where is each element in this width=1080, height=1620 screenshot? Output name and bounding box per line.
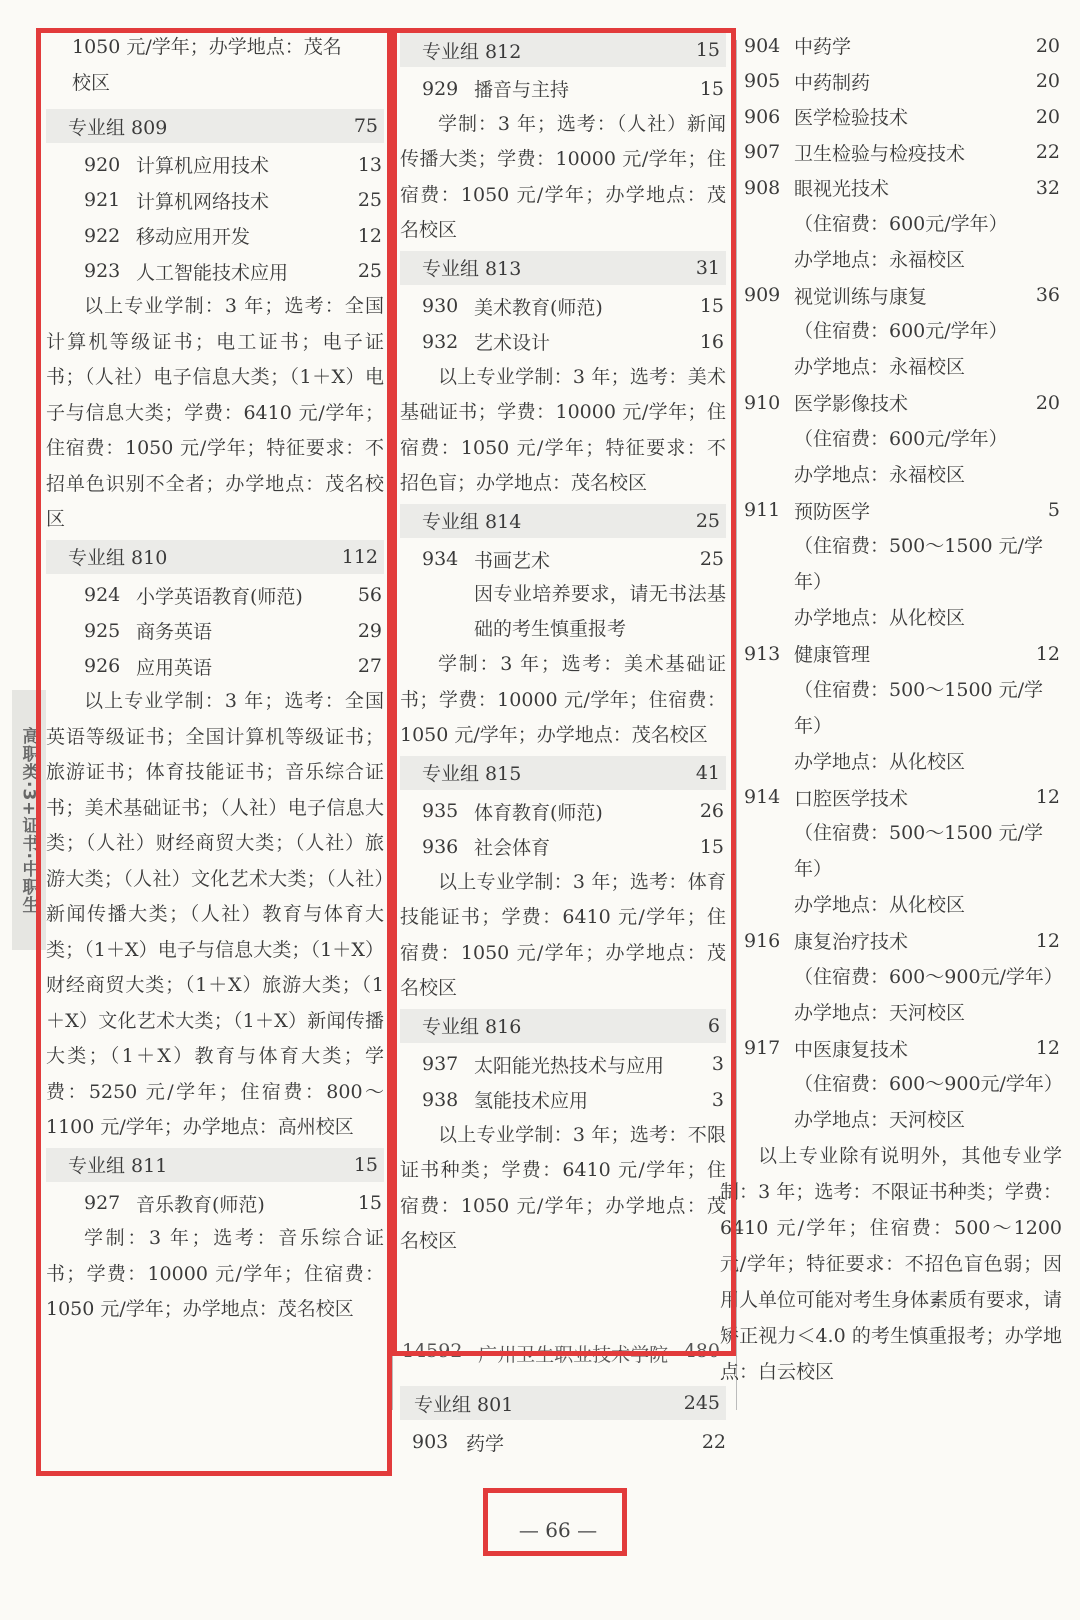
major-name: 医学检验技术: [794, 107, 909, 130]
group-label: 专业组 815: [422, 763, 522, 785]
major-detail: （住宿费：600元/学年）: [794, 427, 1008, 450]
major-quota: 36: [1035, 284, 1060, 307]
group-note: 以上专业学制：3 年；选考：美术基础证书；学费：10000 元/学年；住宿费：1050 元/学年；特征要求：不招色盲；办学地点：茂名校区: [400, 365, 726, 494]
major-quota: 12: [1035, 1037, 1060, 1060]
group-count: 15: [695, 39, 720, 61]
group-note: 学制：3 年；选考：美术基础证书；学费：10000 元/学年；住宿费：1050 元/学年；办学地点：茂名校区: [400, 653, 726, 746]
major-code: 930: [422, 295, 459, 318]
major-quota: 13: [357, 153, 382, 176]
major-row: [744, 278, 1062, 314]
major-code: 911: [744, 499, 781, 522]
major-detail: 办学地点：从化校区: [794, 894, 966, 916]
major-code: 913: [744, 642, 781, 665]
major-quota: 15: [357, 1192, 382, 1215]
major-code: 926: [84, 655, 121, 678]
highlight-box: [392, 28, 736, 1356]
major-quota: 16: [699, 330, 724, 353]
major-code: 917: [744, 1037, 781, 1060]
major-detail: 办学地点：天河校区: [794, 1109, 966, 1131]
major-code: 934: [422, 548, 459, 571]
major-code: 935: [422, 800, 459, 823]
section-tab-label: 高职类·3+证书·中职生: [18, 726, 39, 914]
major-quota: 15: [699, 295, 724, 318]
major-quota: 3: [711, 1053, 724, 1076]
major-quota: 22: [701, 1431, 726, 1453]
major-code: 921: [84, 189, 121, 212]
group-count: 31: [695, 256, 720, 279]
major-quota: 25: [699, 548, 724, 571]
major-quota: 56: [357, 584, 382, 607]
major-code: 910: [744, 391, 781, 414]
major-detail: （住宿费：500～1500 元/学: [794, 535, 1044, 557]
group-note: 以上专业学制：3 年；选考：不限证书种类；学费：6410 元/学年；住宿费：1050 元/学年；办学地点：茂名校区: [400, 1123, 726, 1252]
major-detail: 办学地点：永福校区: [794, 248, 966, 271]
major-detail: 办学地点：永福校区: [794, 463, 966, 486]
major-quota: 5: [1047, 499, 1060, 522]
major-quota: 12: [1035, 642, 1060, 665]
group-note: 学制：3 年；选考：（人社）新闻传播大类；学费：10000 元/学年；住宿费：1050 元/学年；办学地点：茂名校区: [400, 112, 726, 241]
major-name: 卫生检验与检疫技术: [794, 142, 966, 165]
major-code: 927: [84, 1192, 121, 1215]
major-name: 人工智能技术应用: [136, 261, 289, 284]
major-name: 医学影像技术: [794, 393, 909, 416]
major-detail: 年）: [794, 571, 833, 593]
school-code: 14592: [402, 1340, 463, 1362]
group-label: 专业组 809: [68, 116, 168, 139]
major-quota: 25: [357, 189, 382, 212]
major-name: 小学英语教育(师范): [136, 585, 303, 608]
major-code: 937: [422, 1053, 459, 1076]
major-detail: （住宿费：500～1500 元/学: [794, 678, 1044, 701]
major-name: 计算机应用技术: [136, 155, 270, 178]
major-row: [744, 1031, 1062, 1067]
major-quota: 20: [1035, 105, 1060, 128]
major-detail: 年）: [794, 714, 833, 737]
text-line: 1050 元/学年；办学地点：茂名: [72, 36, 342, 58]
text-line: 校区: [72, 71, 111, 94]
group-count: 25: [695, 509, 720, 532]
group-count: 75: [353, 115, 378, 137]
major-code: 924: [84, 584, 121, 607]
group-note: 以上专业学制：3 年；选考：全国英语等级证书；全国计算机等级证书；旅游证书；体育技能证书；音乐综合证书；美术基础证书；（人社）电子信息大类；（人社）财经商贸大类；（人社）旅游大类；（人社）文化艺术大类；（人社）新闻传播大类；（人社）教育与体育大类；（1＋X）电子与信息大类；（1＋X）财经商贸大类；（1＋X）旅游大类；（1＋X）文化艺术大类；（1＋X）新闻传播大类；（1＋X）教育与体育大类；学费：5250 元/学年；住宿费：800～1100 元/学年；办学地点：高州校区: [46, 690, 384, 1138]
major-name: 艺术设计: [474, 332, 551, 355]
major-quota: 15: [699, 835, 724, 858]
major-quota: 12: [1035, 929, 1060, 952]
major-code: 914: [744, 786, 781, 809]
major-remark: 因专业培养要求，请无书法基础的考生慎重报考: [474, 583, 726, 640]
major-row: [412, 1424, 726, 1460]
major-name: 计算机网络技术: [136, 190, 270, 213]
major-code: 906: [744, 105, 781, 128]
group-count: 41: [695, 761, 720, 784]
major-name: 商务英语: [136, 621, 213, 644]
major-name: 氢能技术应用: [474, 1090, 589, 1113]
major-quota: 12: [357, 224, 382, 247]
major-name: 太阳能光热技术与应用: [474, 1054, 665, 1077]
major-code: 922: [84, 224, 121, 247]
group-note: 以上专业学制：3 年；选考：全国计算机等级证书；电工证书；电子证书；（人社）电子信息大类；（1＋X）电子与信息大类；学费：6410 元/学年；住宿费：1050 元/学年；特征要求：不招单色识别不全者；办学地点：茂名校区: [46, 295, 384, 530]
major-name: 药学: [466, 1432, 505, 1455]
major-code: 932: [422, 330, 459, 353]
major-name: 健康管理: [794, 644, 871, 667]
major-detail: （住宿费：500～1500 元/学: [794, 822, 1044, 844]
major-code: 936: [422, 835, 459, 858]
major-name: 康复治疗技术: [794, 931, 909, 954]
major-name: 预防医学: [794, 500, 871, 523]
group-note: 以上专业学制：3 年；选考：体育技能证书；学费：6410 元/学年；住宿费：1050 元/学年；办学地点：茂名校区: [400, 870, 726, 999]
major-quota: 20: [1035, 70, 1060, 93]
major-quota: 26: [699, 800, 724, 823]
major-name: 社会体育: [474, 837, 551, 860]
major-row: [744, 28, 1062, 64]
group-count: 15: [353, 1153, 378, 1176]
major-row: [744, 923, 1062, 959]
group-header: [400, 1386, 726, 1420]
major-quota: 3: [711, 1088, 724, 1111]
major-list: [744, 28, 1062, 1138]
highlight-box: [36, 28, 392, 1476]
major-code: 929: [422, 77, 459, 100]
major-detail: 办学地点：天河校区: [794, 1001, 966, 1024]
major-name: 眼视光技术: [794, 178, 890, 201]
major-detail: （住宿费：600～900元/学年）: [794, 965, 1063, 988]
major-name: 视觉训练与康复: [794, 285, 928, 308]
major-row: [744, 493, 1062, 529]
major-detail: （住宿费：600元/学年）: [794, 320, 1008, 342]
group-count: 6: [707, 1014, 720, 1037]
major-detail: 年）: [794, 858, 833, 880]
major-row: [744, 64, 1062, 100]
school-count: 480: [683, 1340, 720, 1362]
major-name: 中药学: [794, 36, 852, 59]
major-row: [744, 99, 1062, 135]
major-quota: 27: [357, 655, 382, 678]
major-detail: 办学地点：永福校区: [794, 356, 966, 378]
major-code: 908: [744, 176, 781, 199]
major-name: 移动应用开发: [136, 226, 251, 249]
major-name: 书画艺术: [474, 549, 551, 572]
group-label: 专业组 816: [422, 1016, 522, 1038]
major-code: 907: [744, 141, 781, 164]
major-quota: 32: [1035, 176, 1060, 199]
major-name: 体育教育(师范): [474, 801, 603, 824]
major-quota: 12: [1035, 786, 1060, 809]
group-label: 专业组 811: [68, 1155, 168, 1177]
major-quota: 20: [1035, 34, 1060, 57]
major-name: 口腔医学技术: [794, 787, 909, 810]
group-note: 学制：3 年；选考：音乐综合证书；学费：10000 元/学年；住宿费：1050 元/学年；办学地点：茂名校区: [46, 1227, 384, 1320]
major-code: 923: [84, 260, 121, 283]
major-row: [744, 170, 1062, 206]
major-code: 925: [84, 619, 121, 642]
major-name: 中药制药: [794, 71, 871, 94]
column-3: [720, 28, 1063, 1390]
major-code: 938: [422, 1088, 459, 1111]
major-name: 美术教育(师范): [474, 296, 603, 319]
major-code: 903: [412, 1431, 449, 1453]
major-row: [744, 385, 1062, 421]
major-name: 中医康复技术: [794, 1038, 909, 1061]
major-code: 920: [84, 153, 121, 176]
group-note: 以上专业除有说明外，其他专业学制：3 年；选考：不限证书种类；学费：6410 元/学年；住宿费：500～1200 元/学年；特征要求：不招色盲色弱；因用人单位可能对考生身体素质有要求，请矫正视力＜4.0 的考生慎重报考；办学地点：白云校区: [720, 1145, 1063, 1383]
major-detail: 办学地点：从化校区: [794, 607, 966, 629]
page-number: — 66 —: [518, 1518, 598, 1542]
major-code: 905: [744, 70, 781, 93]
major-detail: （住宿费：600元/学年）: [794, 212, 1008, 235]
major-detail: （住宿费：600～900元/学年）: [794, 1073, 1063, 1095]
major-quota: 29: [357, 619, 382, 642]
major-quota: 20: [1035, 391, 1060, 414]
major-name: 音乐教育(师范): [136, 1193, 265, 1216]
group-count: 112: [341, 545, 378, 568]
major-row: [744, 780, 1062, 816]
major-quota: 22: [1035, 141, 1060, 164]
school-name: 广州卫生职业技术学院: [478, 1344, 669, 1366]
major-code: 909: [744, 284, 781, 307]
major-row: [744, 135, 1062, 171]
major-row: [744, 636, 1062, 672]
major-code: 916: [744, 929, 781, 952]
group-label: 专业组 801: [414, 1393, 514, 1416]
group-count: 245: [683, 1392, 720, 1414]
group-label: 专业组 813: [422, 258, 522, 280]
major-name: 播音与主持: [474, 79, 570, 102]
major-code: 904: [744, 34, 781, 57]
group-label: 专业组 810: [68, 547, 168, 569]
group-label: 专业组 814: [422, 511, 522, 533]
major-name: 应用英语: [136, 656, 213, 679]
major-detail: 办学地点：从化校区: [794, 750, 966, 773]
major-quota: 25: [357, 260, 382, 283]
group-label: 专业组 812: [422, 40, 522, 63]
major-quota: 15: [699, 77, 724, 100]
